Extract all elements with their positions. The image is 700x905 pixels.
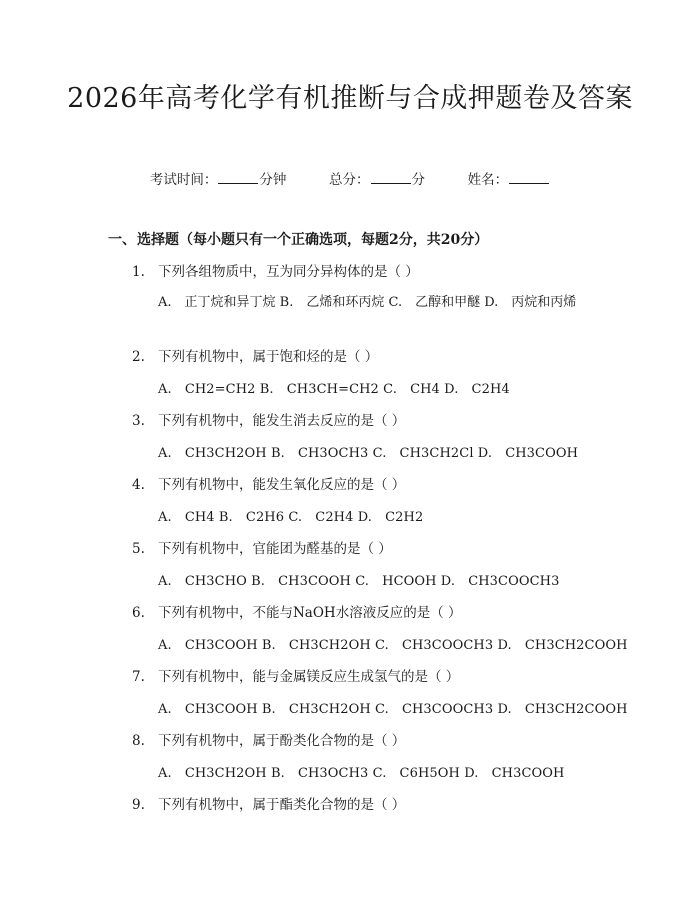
question-options: A. 正丁烷和异丁烷 B. 乙烯和环丙烷 C. 乙醇和甲醚 D. 丙烷和丙烯: [158, 295, 577, 310]
question-text: 下列有机物中，官能团为醛基的是（ ）: [158, 541, 392, 557]
page-title: 2026年高考化学有机推断与合成押题卷及答案: [67, 83, 633, 114]
question-text: 下列有机物中，不能与NaOH水溶液反应的是（ ）: [158, 605, 462, 621]
question-options: A. CH3CHO B. CH3COOH C. HCOOH D. CH3COOCH3: [158, 574, 560, 589]
question-number: 4.: [132, 477, 145, 493]
score-blank[interactable]: [371, 170, 411, 184]
question-number: 8.: [132, 733, 145, 749]
question: [132, 601, 462, 621]
question-text: 下列有机物中，能发生氧化反应的是（ ）: [158, 477, 406, 493]
question-options: A. CH3CH2OH B. CH3OCH3 C. C6H5OH D. CH3COOH: [158, 766, 565, 781]
question-number: 5.: [132, 541, 145, 557]
question-text: 下列有机物中，能与金属镁反应生成氢气的是（ ）: [158, 669, 460, 685]
question-text: 下列各组物质中，互为同分异构体的是（ ）: [158, 264, 419, 280]
question-text: 下列有机物中，能发生消去反应的是（ ）: [158, 413, 406, 429]
question-options: A. CH2=CH2 B. CH3CH=CH2 C. CH4 D. C2H4: [158, 382, 510, 397]
question-text: 下列有机物中，属于酯类化合物的是（ ）: [158, 797, 406, 813]
question-options: A. CH3COOH B. CH3CH2OH C. CH3COOCH3 D. CH3CH2COOH: [158, 702, 628, 717]
time-blank[interactable]: [218, 170, 258, 184]
time-label: 考试时间：: [149, 172, 218, 188]
question: [132, 729, 405, 749]
name-blank[interactable]: [509, 170, 549, 184]
question-number: 9.: [132, 797, 145, 813]
section-heading: [108, 229, 488, 249]
question: [132, 793, 405, 813]
exam-meta-line: [0, 168, 700, 188]
name-label: 姓名：: [467, 172, 509, 188]
question-number: 6.: [132, 605, 145, 621]
question-options: A. CH3CH2OH B. CH3OCH3 C. CH3CH2Cl D. CH3COOH: [158, 446, 579, 461]
question-number: 3.: [132, 413, 145, 429]
section-text: 选择题（每小题只有一个正确选项，每题2分，共20分）: [137, 232, 489, 248]
question-number: 2.: [132, 349, 145, 365]
question: [132, 537, 392, 557]
question-options: A. CH4 B. C2H6 C. C2H4 D. C2H2: [158, 510, 424, 525]
question: [132, 260, 419, 280]
question-options: A. CH3COOH B. CH3CH2OH C. CH3COOCH3 D. CH3CH2COOH: [158, 638, 628, 653]
score-label: 总分：: [329, 172, 370, 188]
section-number: 一、: [108, 232, 136, 248]
question-text: 下列有机物中，属于酚类化合物的是（ ）: [158, 733, 406, 749]
question: [132, 473, 405, 493]
question-text: 下列有机物中，属于饱和烃的是（ ）: [158, 349, 379, 365]
question: [132, 345, 378, 365]
time-unit: 分钟: [259, 172, 287, 188]
score-unit: 分: [411, 172, 425, 188]
question-number: 7.: [132, 669, 145, 685]
question: [132, 665, 459, 685]
question-number: 1.: [132, 264, 145, 280]
question: [132, 409, 405, 429]
